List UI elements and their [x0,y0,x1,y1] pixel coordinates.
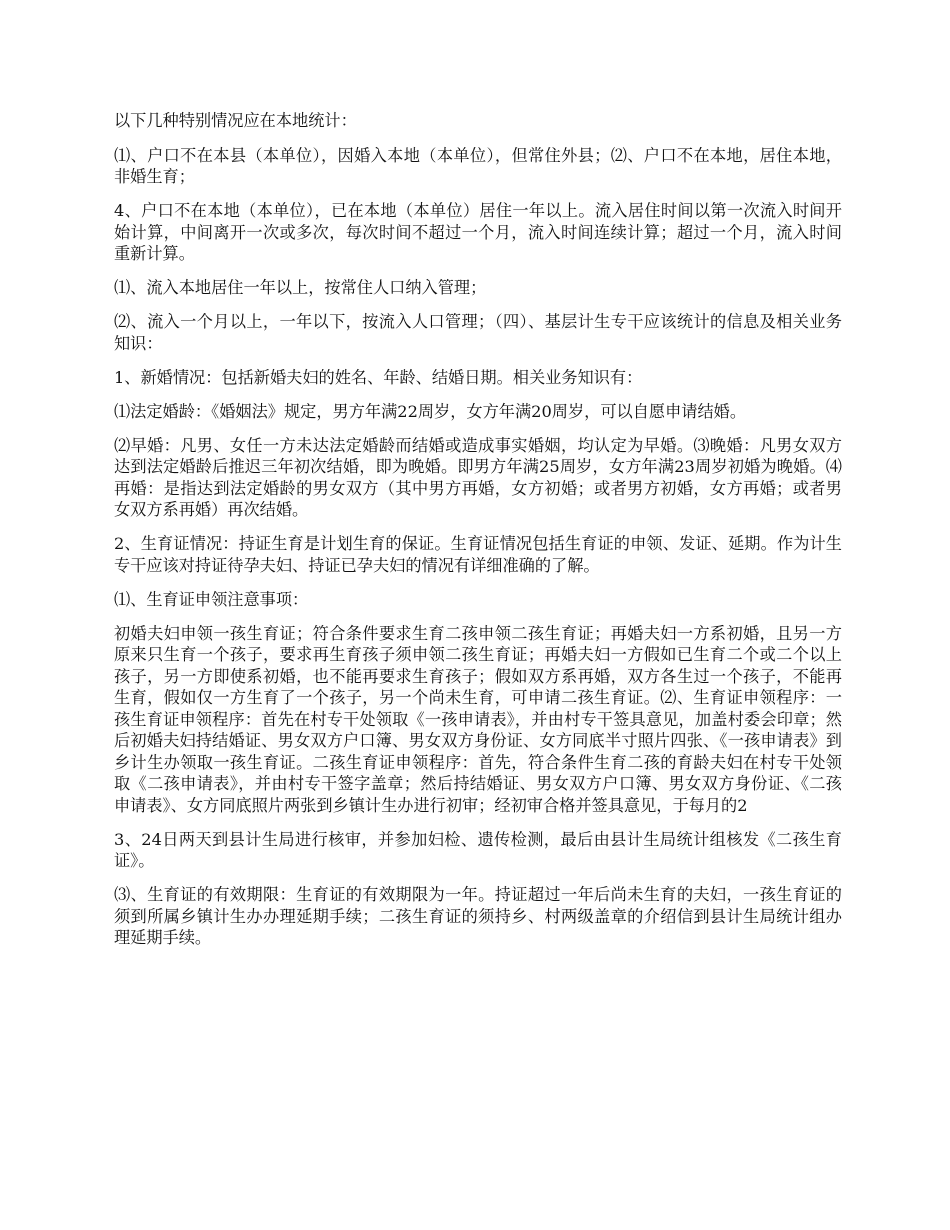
paragraph-section-4: 4、户口不在本地（本单位），已在本地（本单位）居住一年以上。流入居住时间以第一次流入时间开始计算，中间离开一次或多次，每次时间不超过一个月，流入时间连续计算；超过一个月，流入时间重新计算。 [114,201,842,263]
paragraph-intro: 以下几种特别情况应在本地统计： [114,111,357,130]
paragraph-permit-procedure: 初婚夫妇申领一孩生育证；符合条件要求生育二孩申领二孩生育证；再婚夫妇一方系初婚，且另一方原来只生育一个孩子，要求再生育孩子须申领二孩生育证；再婚夫妇一方假如已生育二个或二个以上孩子，另一方即使系初婚，也不能再要求生育孩子；假如双方系再婚，双方各生过一个孩子，不能再生育，假如仅一方生育了一个孩子，另一个尚未生育，可申请二孩生育证。⑵、生育证申领程序：一孩生育证申领程序：首先在村专干处领取《一孩申请表》，并由村专干签具意见，加盖村委会印章；然后初婚夫妇持结婚证、男女双方户口簿、男女双方身份证、女方同底半寸照片四张、《一孩申请表》到乡计生办领取一孩生育证。二孩生育证申领程序：首先，符合条件生育二孩的育龄夫妇在村专干处领取《二孩申请表》，并由村专干签字盖章；然后持结婚证、男女双方户口簿、男女双方身份证、《二孩申请表》、女方同底照片两张到乡镇计生办进行初审；经初审合格并签具意见，于每月的2 [114,623,842,815]
paragraph-case-1: ⑴、户口不在本县（本单位），因婚入本地（本单位），但常住外县；⑵、户口不在本地，居住本地，非婚生育； [114,145,842,186]
document-page [114,110,842,961]
paragraph-inflow-1: ⑴、流入本地居住一年以上，按常住人口纳入管理； [114,278,487,297]
paragraph-permit-notes-heading: ⑴、生育证申领注意事项： [114,589,309,609]
paragraph-legal-age: ⑴法定婚龄：《婚姻法》规定，男方年满22周岁，女方年满20周岁，可以自愿申请结婚。 [114,401,747,421]
paragraph-inflow-2: ⑵、流入一个月以上，一年以下，按流入人口管理；（四）、基层计生专干应该统计的信息及相关业务知识： [114,312,842,353]
paragraph-new-marriage: 1、新婚情况：包括新婚夫妇的姓名、年龄、结婚日期。相关业务知识有： [114,367,643,387]
paragraph-early-late-marriage: ⑵早婚：凡男、女任一方未达法定婚龄而结婚或造成事实婚姻，均认定为早婚。⑶晚婚：凡男女双方达到法定婚龄后推迟三年初次结婚，即为晚婚。即男方年满25周岁，女方年满23周岁初婚为晚婚。⑷再婚：是指达到法定婚龄的男女双方（其中男方再婚，女方初婚；或者男方初婚，女方再婚；或者男女双方系再婚）再次结婚。 [114,435,842,519]
paragraph-birth-permit: 2、生育证情况：持证生育是计划生育的保证。生育证情况包括生育证的申领、发证、延期。作为计生专干应该对持证待孕夫妇、持证已孕夫妇的情况有详细准确的了解。 [114,534,842,575]
paragraph-county-review: 3、24日两天到县计生局进行核审，并参加妇检、遗传检测，最后由县计生局统计组核发《二孩生育证》。 [114,829,842,870]
paragraph-validity: ⑶、生育证的有效期限：生育证的有效期限为一年。持证超过一年后尚未生育的夫妇，一孩生育证的须到所属乡镇计生办办理延期手续；二孩生育证的须持乡、村两级盖章的介绍信到县计生局统计组办理延期手续。 [114,885,842,947]
